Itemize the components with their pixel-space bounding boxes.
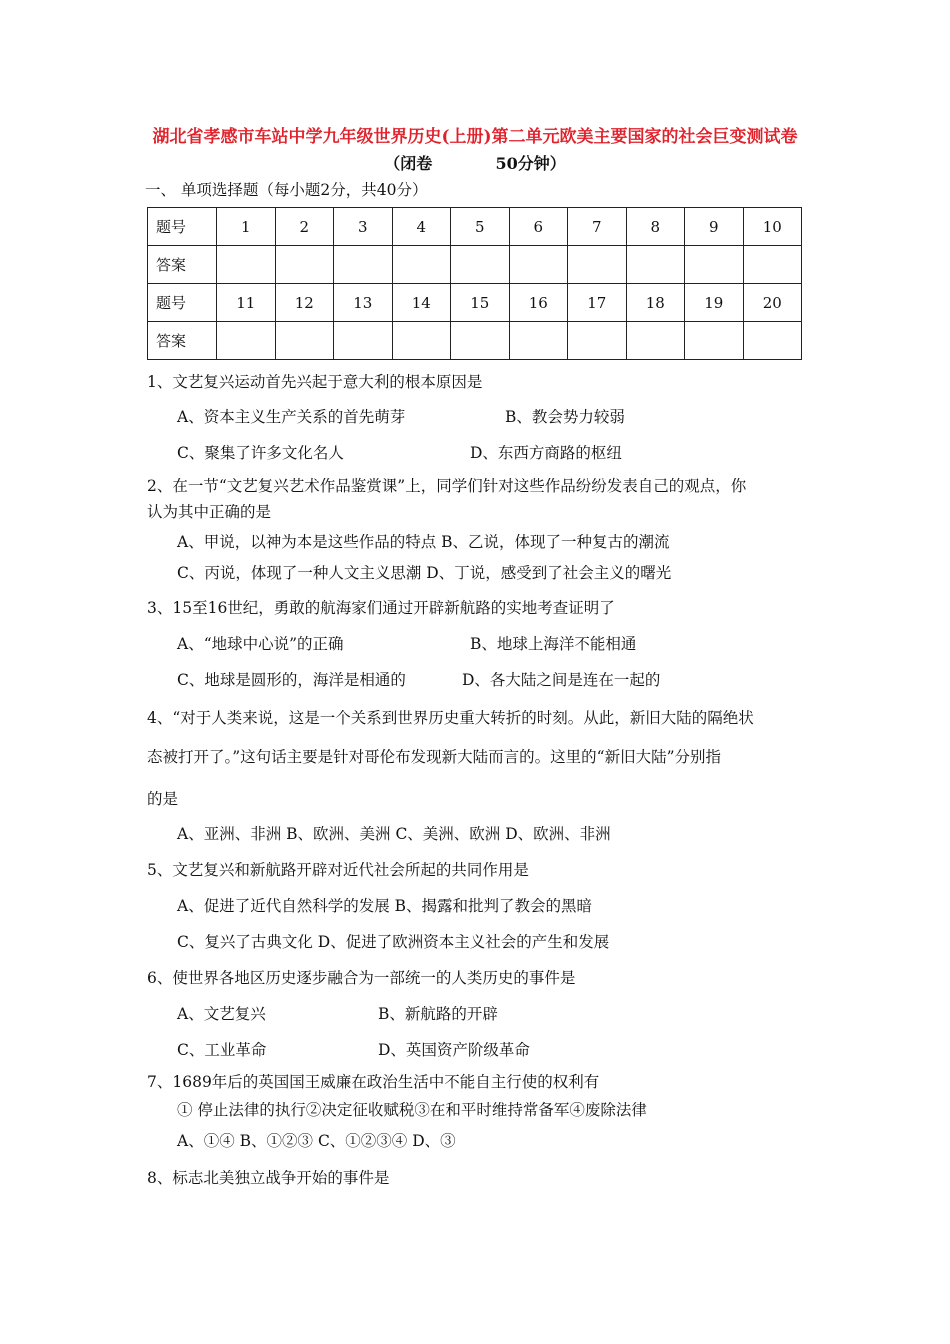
- question-1-option-a[interactable]: A、资本主义生产关系的首先萌芽: [177, 408, 406, 426]
- question-3-stem: 3、15至16世纪，勇敢的航海家们通过开辟新航路的实地考查证明了: [147, 599, 615, 617]
- answer-label: 答案: [148, 246, 217, 284]
- question-2-options-ab[interactable]: A、甲说，以神为本是这些作品的特点 B、乙说，体现了一种复古的潮流: [177, 533, 670, 551]
- section-heading: 一、 单项选择题（每小题2分，共40分）: [145, 181, 428, 199]
- answer-cell[interactable]: [626, 322, 685, 360]
- answer-cell[interactable]: [685, 246, 744, 284]
- question-5-stem: 5、文艺复兴和新航路开辟对近代社会所起的共同作用是: [147, 861, 529, 879]
- answer-cell[interactable]: [743, 322, 802, 360]
- answer-cell[interactable]: [568, 246, 627, 284]
- exam-duration: 50分钟）: [495, 154, 566, 173]
- question-7-stem: 7、1689年后的英国国王威廉在政治生活中不能自主行使的权利有: [147, 1073, 600, 1091]
- question-3-option-d[interactable]: D、各大陆之间是连在一起的: [462, 671, 661, 689]
- exam-info: [0, 151, 950, 174]
- answer-cell[interactable]: [568, 322, 627, 360]
- question-6-option-b[interactable]: B、新航路的开辟: [378, 1005, 498, 1023]
- table-row: [148, 284, 802, 322]
- number-label: 题号: [148, 208, 217, 246]
- answer-cell[interactable]: [392, 246, 451, 284]
- question-2-options-cd[interactable]: C、丙说，体现了一种人文主义思潮 D、丁说，感受到了社会主义的曙光: [177, 564, 672, 582]
- answer-cell[interactable]: [275, 246, 334, 284]
- answer-cell[interactable]: [451, 246, 510, 284]
- number-cell: 7: [568, 208, 627, 246]
- question-2-stem-line-2: 认为其中正确的是: [147, 503, 272, 521]
- answer-cell[interactable]: [217, 322, 276, 360]
- question-5-options-ab[interactable]: A、促进了近代自然科学的发展 B、揭露和批判了教会的黑暗: [177, 897, 593, 915]
- question-1-option-d[interactable]: D、东西方商路的枢纽: [470, 444, 622, 462]
- question-1-option-c[interactable]: C、聚集了许多文化名人: [177, 444, 344, 462]
- number-label: 题号: [148, 284, 217, 322]
- number-cell: 17: [568, 284, 627, 322]
- question-6-option-c[interactable]: C、工业革命: [177, 1041, 267, 1059]
- exam-type: （闭卷: [384, 154, 433, 173]
- answer-cell[interactable]: [626, 246, 685, 284]
- question-3-option-c[interactable]: C、地球是圆形的，海洋是相通的: [177, 671, 406, 689]
- question-7-statements: ① 停止法律的执行②决定征收赋税③在和平时维持常备军④废除法律: [177, 1101, 647, 1119]
- number-cell: 15: [451, 284, 510, 322]
- number-cell: 11: [217, 284, 276, 322]
- number-cell: 16: [509, 284, 568, 322]
- question-3-option-a[interactable]: A、“地球中心说”的正确: [177, 635, 344, 653]
- question-8-stem: 8、标志北美独立战争开始的事件是: [147, 1169, 390, 1187]
- question-4-stem-line-1: 4、“对于人类来说，这是一个关系到世界历史重大转折的时刻。从此，新旧大陆的隔绝状: [147, 709, 754, 727]
- question-1-option-b[interactable]: B、教会势力较弱: [505, 408, 625, 426]
- number-cell: 10: [743, 208, 802, 246]
- answer-cell[interactable]: [509, 246, 568, 284]
- table-row: [148, 322, 802, 360]
- number-cell: 19: [685, 284, 744, 322]
- answer-label: 答案: [148, 322, 217, 360]
- number-cell: 1: [217, 208, 276, 246]
- page-title: 湖北省孝感市车站中学九年级世界历史(上册)第二单元欧美主要国家的社会巨变测试卷: [152, 127, 798, 147]
- number-cell: 6: [509, 208, 568, 246]
- question-6-option-a[interactable]: A、文艺复兴: [177, 1005, 266, 1023]
- question-4-stem-line-3: 的是: [147, 790, 179, 808]
- number-cell: 4: [392, 208, 451, 246]
- number-cell: 8: [626, 208, 685, 246]
- question-4-options[interactable]: A、亚洲、非洲 B、欧洲、美洲 C、美洲、欧洲 D、欧洲、非洲: [177, 825, 611, 843]
- table-row: [148, 246, 802, 284]
- number-cell: 20: [743, 284, 802, 322]
- question-1-stem: 1、文艺复兴运动首先兴起于意大利的根本原因是: [147, 373, 483, 391]
- number-cell: 14: [392, 284, 451, 322]
- question-5-options-cd[interactable]: C、复兴了古典文化 D、促进了欧洲资本主义社会的产生和发展: [177, 933, 610, 951]
- answer-cell[interactable]: [743, 246, 802, 284]
- answer-cell[interactable]: [217, 246, 276, 284]
- answer-cell[interactable]: [334, 246, 393, 284]
- number-cell: 9: [685, 208, 744, 246]
- number-cell: 18: [626, 284, 685, 322]
- number-cell: 3: [334, 208, 393, 246]
- answer-cell[interactable]: [275, 322, 334, 360]
- question-6-stem: 6、使世界各地区历史逐步融合为一部统一的人类历史的事件是: [147, 969, 576, 987]
- answer-cell[interactable]: [509, 322, 568, 360]
- question-3-option-b[interactable]: B、地球上海洋不能相通: [470, 635, 637, 653]
- question-7-options[interactable]: A、①④ B、①②③ C、①②③④ D、③: [177, 1132, 456, 1150]
- answer-cell[interactable]: [685, 322, 744, 360]
- number-cell: 12: [275, 284, 334, 322]
- question-6-option-d[interactable]: D、英国资产阶级革命: [378, 1041, 530, 1059]
- question-2-stem-line-1: 2、在一节“文艺复兴艺术作品鉴赏课”上，同学们针对这些作品纷纷发表自己的观点，你: [147, 477, 747, 495]
- answer-table: [147, 207, 802, 360]
- question-4-stem-line-2: 态被打开了。”这句话主要是针对哥伦布发现新大陆而言的。这里的“新旧大陆”分别指: [147, 748, 722, 766]
- number-cell: 5: [451, 208, 510, 246]
- answer-cell[interactable]: [392, 322, 451, 360]
- number-cell: 2: [275, 208, 334, 246]
- table-row: [148, 208, 802, 246]
- answer-cell[interactable]: [451, 322, 510, 360]
- number-cell: 13: [334, 284, 393, 322]
- answer-cell[interactable]: [334, 322, 393, 360]
